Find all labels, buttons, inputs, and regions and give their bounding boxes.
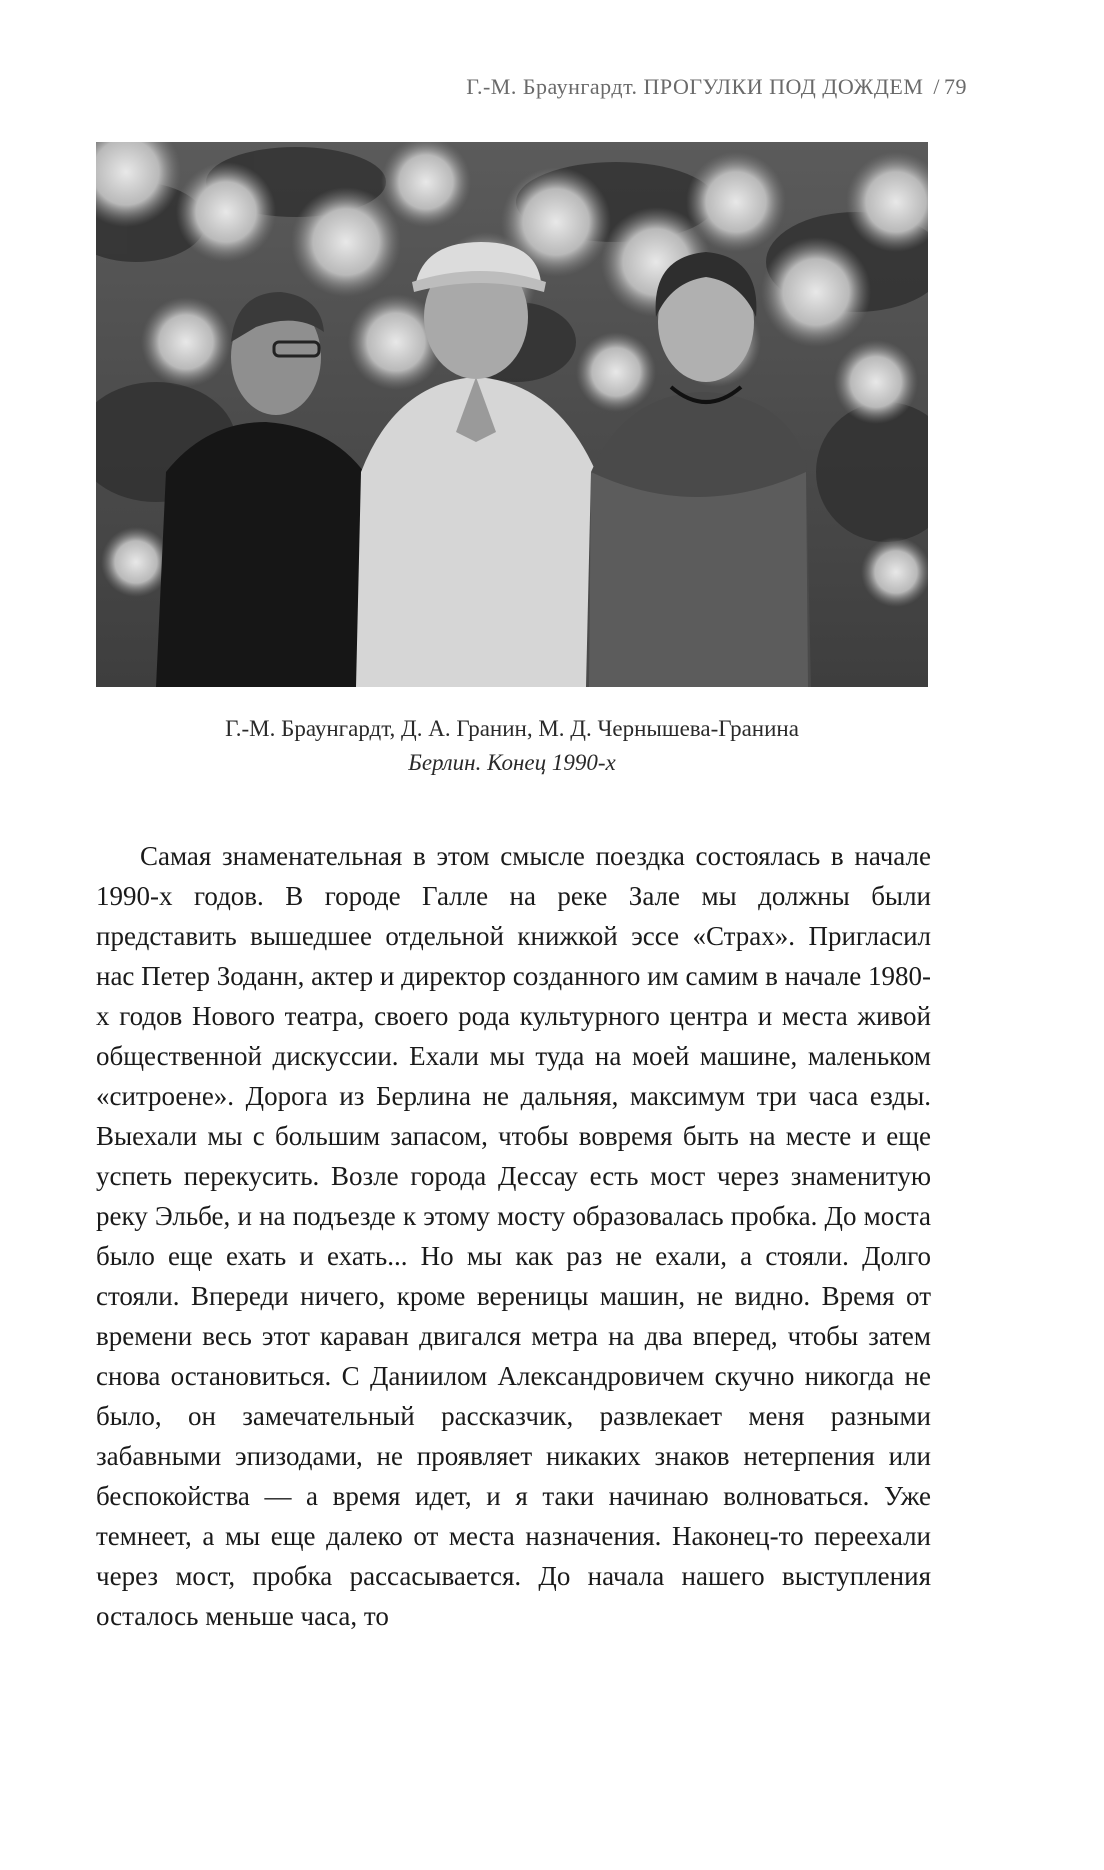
photo-illustration xyxy=(96,142,928,687)
header-separator: / xyxy=(933,74,940,99)
header-title: ПРОГУЛКИ ПОД ДОЖДЕМ xyxy=(643,74,924,99)
caption-place: Берлин. Конец 1990-х xyxy=(408,750,616,775)
photo-caption xyxy=(96,712,928,780)
photo xyxy=(96,142,928,687)
header-author: Г.-М. Браунгардт. xyxy=(466,74,638,99)
body-paragraph: Самая знаменательная в этом смысле поездка состоялась в начале 1990-х годов. В городе Галле на реке Зале мы должны были представить вышедшее отдельной книжкой эссе «Страх». Пригласил нас Петер Зоданн, актер и директор созданного им самим в начале 1980-х годов Нового театра, своего рода культурного центра и места живой общественной дискуссии. Ехали мы туда на моей машине, маленьком «ситроене». Дорога из Берлина не дальняя, максимум три часа езды. Выехали мы с большим запасом, чтобы вовремя быть на месте и еще успеть перекусить. Возле города Дессау есть мост через знаменитую реку Эльбе, и на подъезде к этому мосту образовалась пробка. До моста было еще ехать и ехать... Но мы как раз не ехали, а стояли. Долго стояли. Впереди ничего, кроме вереницы машин, не видно. Время от времени весь этот караван двигался метра на два вперед, чтобы затем снова остановиться. С Даниилом Александровичем скучно никогда не было, он замечательный рассказчик, развлекает меня разными забавными эпизодами, не проявляет никаких знаков нетерпения или беспокойства — а время идет, и я таки начинаю волноваться. Уже темнеет, а мы еще далеко от места назначения. Наконец-то переехали через мост, пробка рассасывается. До начала нашего выступления осталось меньше часа, то xyxy=(96,841,931,1631)
page-number: 79 xyxy=(944,74,967,99)
caption-names: Г.-М. Браунгардт, Д. А. Гранин, М. Д. Чернышева-Гранина xyxy=(225,716,799,741)
running-head xyxy=(466,74,967,100)
